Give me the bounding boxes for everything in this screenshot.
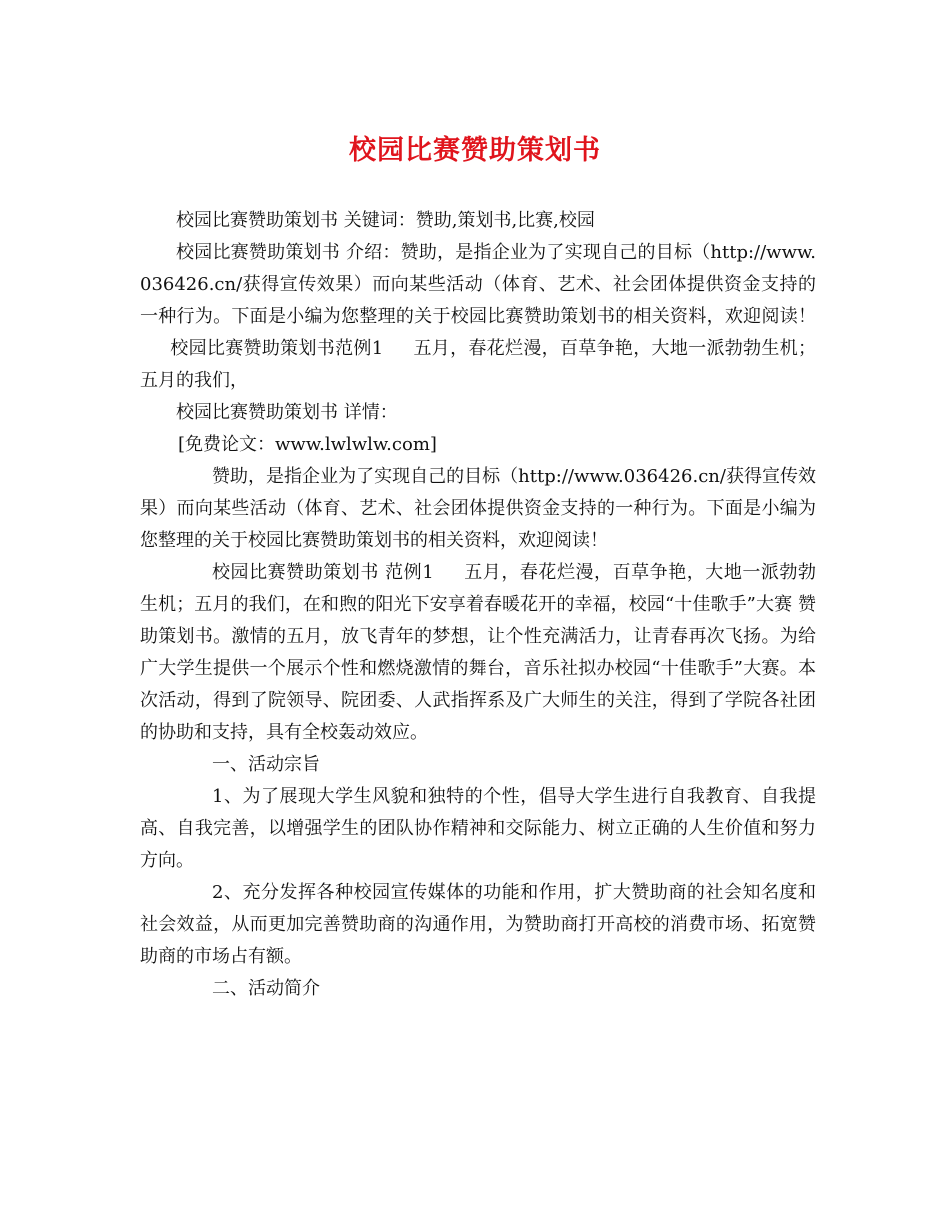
details-line: 校园比赛赞助策划书 详情： bbox=[176, 402, 398, 423]
free-paper-link[interactable]: [免费论文：www.lwlwlw.com] bbox=[178, 434, 437, 455]
section-heading-2: 二、活动简介 bbox=[212, 978, 320, 999]
body-paragraph-1: 赞助，是指企业为了实现自己的目标（http://www.036426.cn/获得宣传效果）而向某些活动（体育、艺术、社会团体提供资金支持的一种行为。下面是小编为您整理的关于校园比赛赞助策划书的相关资料，欢迎阅读！ bbox=[140, 466, 816, 551]
list-item-2: 2、充分发挥各种校园宣传媒体的功能和作用，扩大赞助商的社会知名度和社会效益，从而更加完善赞助商的沟通作用，为赞助商打开高校的消费市场、拓宽赞助商的市场占有额。 bbox=[140, 882, 816, 967]
body-paragraph-2 bbox=[140, 557, 816, 749]
example-label: 校园比赛赞助策划书 范例1 bbox=[212, 562, 434, 583]
intro-paragraph bbox=[140, 237, 816, 397]
section-heading-1: 一、活动宗旨 bbox=[212, 754, 320, 775]
list-item-1: 1、为了展现大学生风貌和独特的个性，倡导大学生进行自我教育、自我提高、自我完善，以增强学生的团队协作精神和交际能力、树立正确的人生价值和努力方向。 bbox=[140, 786, 816, 871]
intro-text: 校园比赛赞助策划书 介绍：赞助，是指企业为了实现自己的目标（http://www.036426.cn/获得宣传效果）而向某些活动（体育、艺术、社会团体提供资金支持的一种行为。下面是小编为您整理的关于校园比赛赞助策划书的相关资料，欢迎阅读！ bbox=[140, 242, 816, 327]
example-text: 五月，春花烂漫，百草争艳，大地一派勃勃生机；五月的我们，在和煦的阳光下安享着春暖花开的幸福，校园“十佳歌手”大赛 赞助策划书。激情的五月，放飞青年的梦想，让个性充满活力，让青春再次飞扬。为给广大学生提供一个展示个性和燃烧激情的舞台，音乐社拟办校园“十佳歌手”大赛。本次活动，得到了院领导、院团委、人武指挥系及广大师生的关注，得到了学院各社团的协助和支持，具有全校轰动效应。 bbox=[140, 562, 816, 743]
document-body bbox=[140, 205, 816, 1005]
page-title: 校园比赛赞助策划书 bbox=[349, 135, 601, 166]
intro-example-label: 校园比赛赞助策划书范例1 bbox=[170, 338, 384, 359]
keywords-line: 校园比赛赞助策划书 关键词：赞助,策划书,比赛,校园 bbox=[176, 210, 595, 231]
intro-excerpt: 五月，春花烂漫，百草争艳，大地一派勃勃生机；五月的我们， bbox=[140, 338, 817, 391]
